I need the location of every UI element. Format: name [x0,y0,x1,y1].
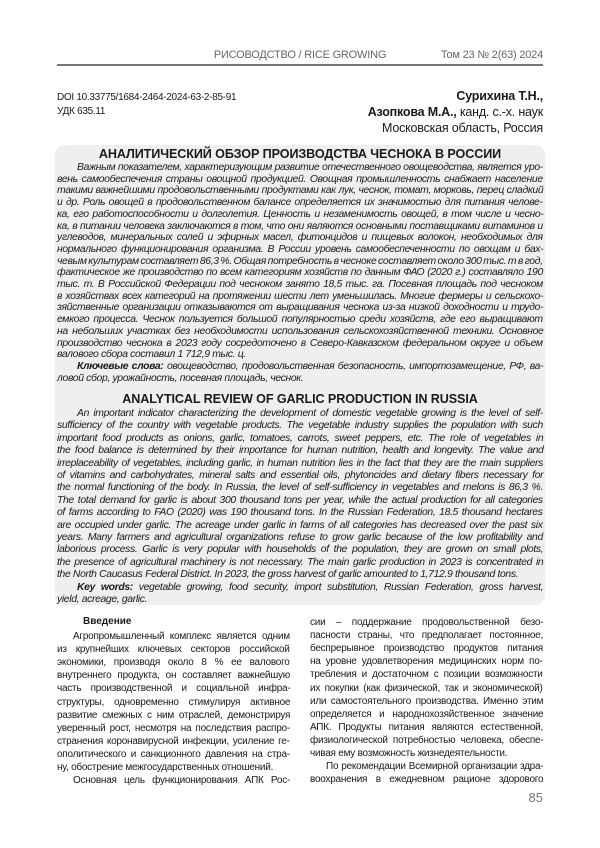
keywords-line [77,361,543,373]
abstract-line: емкого процесса. Чеснок пользуется большой популярностью среди хозяйств, где его выращивают [57,314,543,326]
body-line: или самостоятельного производства. Именно этим [310,696,543,708]
abstract-line: фактическое же производство по всем категориям хозяйств по данным ФАО (2020 г.) составляло 190 [57,267,543,279]
authors [368,88,543,136]
body-line: чивая ему возможность жизнедеятельности. [310,748,507,760]
doi: DOI 10.33775/1684-2464-2024-63-2-85-91 [57,92,236,104]
body-line: воохранения в ежедневном рационе здорового [310,774,543,786]
keywords-line: yield, acreage, garlic. [57,594,147,606]
running-header-journal: РИСОВОДСТВО / RICE GROWING [0,49,600,62]
abstract-line: вень самообеспечения страны овощной продукцией. Овощная промышленность снабжает население [57,174,543,186]
abstract-line: An important indicator characterizing the development of domestic vegetable growing is the level of self- [77,408,543,420]
title-en: ANALYTICAL REVIEW OF GARLIC PRODUCTION IN RUSSIA [55,392,545,406]
body-line: внутреннего продукта, он составляет важнейшую [57,670,290,682]
header-divider [57,64,543,66]
body-line: структуры, одновременно стимулируя активное [57,697,290,709]
body-line: По рекомендации Всемирной организации здра- [326,761,543,773]
abstract-line: of vitamins and carbohydrates, mineral salts and essential oils, phytoncides and dietary fibers necessary for [57,470,543,482]
author-name: Сурихина Т.Н., [456,89,543,103]
abstract-line: ка, в питании человека заключаются в том, что они являются основными поставщиками витаминов и [57,221,543,233]
body-line: физиологической потребностью человека, обеспе- [310,735,543,747]
section-heading-introduction: Введение [83,616,131,628]
abstract-line: sufficiency of the country with vegetable products. The vegetable industry supplies the population with such [57,420,543,432]
abstract-line: irreplaceability of vegetables, including garlic, in human nutrition lies in the fact that they are the main suppliers [57,458,543,470]
body-line: Агропромышленный комплекс является одним [73,631,290,643]
abstract-line: такими важнейшими продовольственными продуктами как лук, чеснок, томат, морковь, перец сладкий [57,185,543,197]
abstract-line: the presence of agricultural machinery is not necessary. The main garlic production in 2023 is concentrated in [57,557,543,569]
body-line: экономики, производя около 8 % ее валового [57,657,290,669]
body-line: странения коронавирусной инфекции, усиление ге- [57,736,290,748]
body-line: определяется и народнохозяйственное значение [310,709,543,721]
abstract-line: ка, его работоспособности и долголетия. Ценность и незаменимость овощей, в том числе и чесно- [57,209,543,221]
body-line: их покупки (как физической, так и экономической) [310,683,543,695]
keywords-label: Ключевые слова: [77,361,163,372]
abstract-line: валового сбора составил 1 712,9 тыс. ц. [57,349,246,361]
abstract-line: The total demand for garlic is about 300 thousand tons per year, while the actual production for all categories [57,495,543,507]
abstract-line: of farms according to FAO (2020) was 190 thousand tons. In the Russian Federation, 18.5 thousand hectares [57,507,543,519]
abstract-line: производство чеснока в 2023 году сосредоточено в Северо-Кавказском федеральном округе и объем [57,338,543,350]
body-line: часть производственной и социальной инфра- [57,683,290,695]
keywords-text: vegetable growing, food security, import substitution, Russian Federation, gross harvest, [139,582,543,593]
body-line: Основная цель функционирования АПК Рос- [73,775,290,787]
author-degree: канд. с.-х. наук [457,105,543,119]
title-ru: АНАЛИТИЧЕСКИЙ ОБЗОР ПРОИЗВОДСТВА ЧЕСНОКА В РОССИИ [55,147,545,161]
body-line: требления и достаточном с позиции возможности [310,669,543,681]
abstract-line: important food products as onions, garlic, tomatoes, carrots, sweet peppers, etc. The role of vegetables in [57,433,543,445]
abstract-line: в хозяйствах всех категорий на протяжении шести лет уменьшилась. Многие фермеры и сельскохо- [57,291,543,303]
abstract-line: the food balance is determined by their importance for human nutrition, health and longevity. The value and [57,445,543,457]
abstract-line: нормального функционирования организма. В России уровень самообеспеченности по овощам и бах- [57,244,543,256]
abstract-line: years. Many farmers and agricultural organizations refuse to grow garlic because of the low profitability and [57,532,543,544]
abstract-line: чевым культурам составляет 86,3 %. Общая потребность в чесноке составляет около 300 тыс. т в год, [57,256,543,268]
abstract-line: на небольших участках без необходимости использования сельскохозяйственной техники. Основное [57,326,543,338]
body-line: развитие смежных с ним отраслей, демонстрируя [57,710,290,722]
body-line: на уровне удовлетворения медицинских норм по- [310,656,543,668]
body-line: уверенный рост, несмотря на последствия распро- [57,723,290,735]
abstract-line: углеводов, минеральных солей и эфирных масел, фитонцидов и пищевых волокон, необходимых для [57,232,543,244]
abstract-line: зяйственные организации отказываются от выращивания чеснока из-за низкой доходности и трудо- [57,302,543,314]
abstract-line: are occupied under garlic. The acreage under garlic in farms of all categories has decreased over the past six [57,520,543,532]
body-line: пасности страны, что предполагает постоянное, [310,630,543,642]
author-name: Азопкова М.А., [368,105,457,119]
keywords-text: овощеводство, продовольственная безопасность, импортозамещение, РФ, ва- [167,361,543,372]
udk: УДК 635.11 [57,106,105,118]
abstract-line: laborious process. Garlic is very popular with households of the population, they are grown on small plots, [57,544,543,556]
running-header-volume: Том 23 № 2(63) 2024 [441,49,543,62]
body-line: из крупнейших ключевых секторов российской [57,644,290,656]
abstract-line: the North Caucasus Federal District. In 2023, the gross harvest of garlic amounted to 1,712.9 thousand tons. [57,569,518,581]
body-line: сии – поддержание продовольственной безо- [310,617,543,629]
body-line: ополитического и санкционного давления на стра- [57,749,290,761]
abstract-line: тыс. т. В Российской Федерации под чесноком занято 18,5 тыс. га. Посевная площадь под чесноком [57,279,543,291]
abstract-line: the normal functioning of the body. In Russia, the level of self-sufficiency in vegetables and melons is 86,3 %. [57,482,543,494]
body-line: беспрерывное производство продуктов питания [310,643,543,655]
body-line: АПК. Продукты питания являются естественной, [310,722,543,734]
author-location: Московская область, Россия [368,120,543,136]
keywords-label: Key words: [77,582,133,593]
keywords-line [77,582,543,594]
page-number: 85 [529,790,543,805]
keywords-line: ловой сбор, урожайность, посевная площадь, чеснок. [57,373,303,385]
abstract-line: и др. Роль овощей в продовольственном балансе определяется их значимостью для питания челове- [57,197,543,209]
body-line: ну, обострение межгосударственных отношений. [57,762,273,774]
abstract-line: Важным показателем, характеризующим развитие отечественного овощеводства, является уро- [77,162,543,174]
